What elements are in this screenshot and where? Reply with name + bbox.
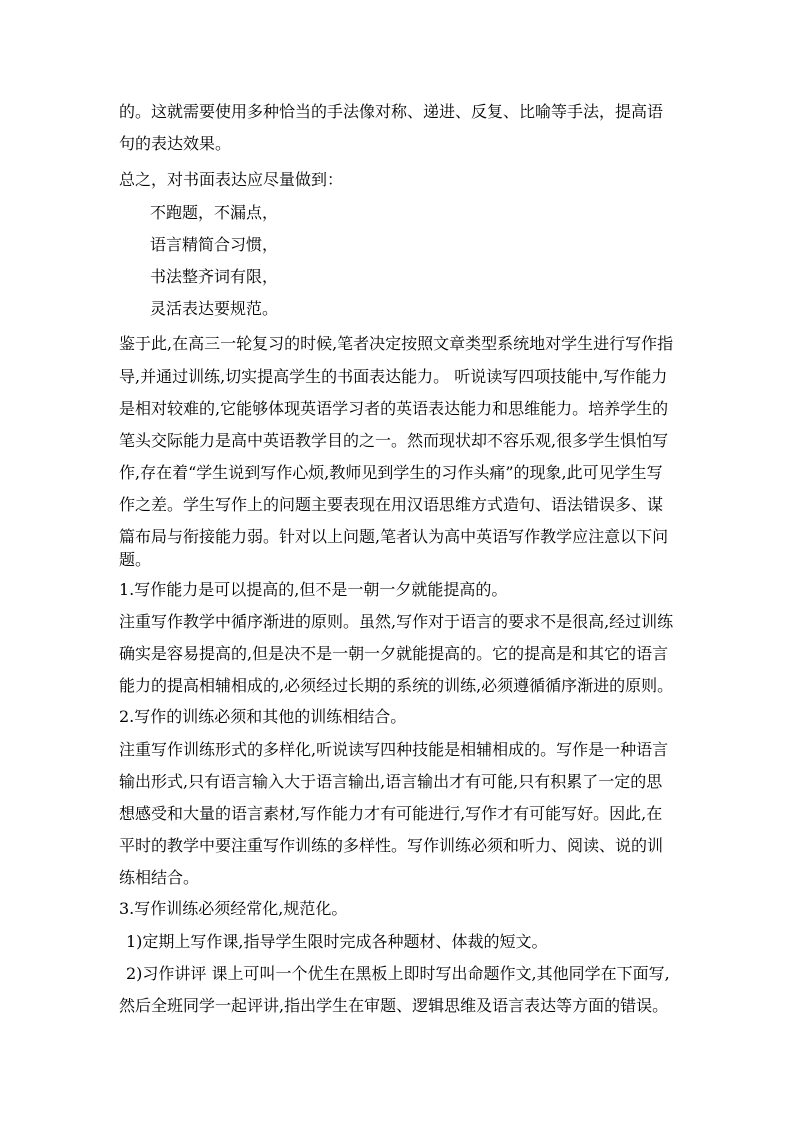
text-line: 练相结合。	[119, 868, 200, 887]
text-line: 确实是容易提高的,但是决不是一朝一夕就能提高的。它的提高是和其它的语言	[119, 644, 669, 663]
text-line: 然后全班同学一起评讲,指出学生在审题、逻辑思维及语言表达等方面的错误。	[119, 996, 669, 1015]
text-line: 能力的提高相辅相成的,必须经过长期的系统的训练,必须遵循循序渐进的原则。	[119, 676, 674, 695]
text-line: 句的表达效果。	[119, 134, 232, 153]
text-line: 1)定期上写作课,指导学生限时完成各种题材、体裁的短文。	[126, 932, 548, 951]
text-line: 是相对较难的,它能够体现英语学习者的英语表达能力和思维能力。培养学生的	[119, 399, 669, 418]
text-line: 总之，对书面表达应尽量做到：	[119, 170, 344, 189]
text-line: 书法整齐词有限，	[150, 267, 279, 286]
text-line: 3.写作训练必须经常化,规范化。	[119, 899, 348, 918]
text-line: 输出形式,只有语言输入大于语言输出,语言输出才有可能,只有积累了一定的思	[119, 772, 663, 791]
text-line: 作,存在着“学生说到写作心烦,教师见到学生的习作头痛”的现象,此可见学生写	[119, 463, 663, 482]
text-line: 注重写作训练形式的多样化,听说读写四种技能是相辅相成的。写作是一种语言	[119, 740, 669, 759]
text-line: 灵活表达要规范。	[150, 299, 279, 318]
text-line: 不跑题，不漏点，	[150, 203, 279, 222]
text-line: 平时的教学中要注重写作训练的多样性。写作训练必须和听力、阅读、说的训	[119, 836, 664, 855]
text-line: 2.写作的训练必须和其他的训练相结合。	[119, 707, 407, 726]
text-line: 笔头交际能力是高中英语教学目的之一。然而现状却不容乐观,很多学生惧怕写	[119, 431, 669, 450]
text-line: 语言精简合习惯，	[150, 235, 279, 254]
text-line: 的。这就需要使用多种恰当的手法像对称、递进、反复、比喻等手法，提高语	[119, 102, 664, 121]
text-line: 导,并通过训练,切实提高学生的书面表达能力。 听说读写四项技能中,写作能力	[119, 367, 668, 386]
text-line: 题。	[119, 550, 152, 569]
text-line: 注重写作教学中循序渐进的原则。虽然,写作对于语言的要求不是很高,经过训练	[119, 612, 674, 631]
text-line: 作之差。学生写作上的问题主要表现在用汉语思维方式造句、语法错误多、谋	[119, 495, 664, 514]
text-line: 想感受和大量的语言素材,写作能力才有可能进行,写作才有可能写好。因此,在	[119, 804, 663, 823]
text-line: 2)习作讲评 课上可叫一个优生在黑板上即时写出命题作文,其他同学在下面写,	[126, 964, 670, 983]
text-line: 1.写作能力是可以提高的,但不是一朝一夕就能提高的。	[119, 580, 508, 599]
text-line: 鉴于此,在高三一轮复习的时候,笔者决定按照文章类型系统地对学生进行写作指	[119, 334, 674, 353]
text-line: 篇布局与衔接能力弱。针对以上问题,笔者认为高中英语写作教学应注意以下问	[119, 527, 669, 546]
